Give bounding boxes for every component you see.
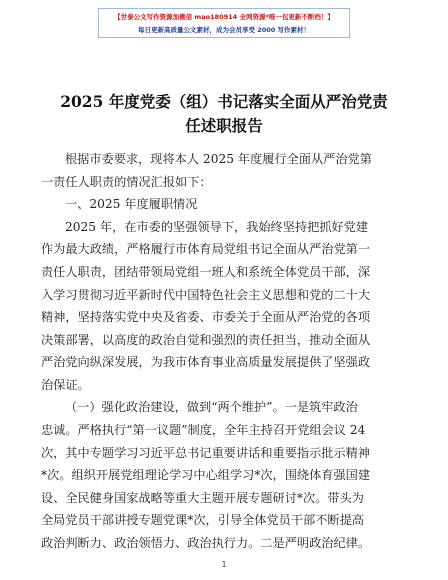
body-line: 根据市委要求，现将本人 2025 年度履行全面从严治党第 [65, 152, 372, 166]
body-line: 设、全民健身国家战略等重大主题开展专题研讨*次。带头为 [41, 490, 364, 505]
body-line: 2025 年，在市委的坚强领导下，我始终坚持把抓好党建 [65, 219, 369, 234]
body-line: 严治党向纵深发展，为我市体育事业高质量发展提供了坚强政 [41, 355, 371, 370]
body-line: 入学习贯彻习近平新时代中国特色社会主义思想和党的二十大 [41, 287, 371, 302]
body-line: *次。组织开展党组理论学习中心组学习*次，围绕体育强国建 [41, 468, 371, 483]
body-line: 忠诚。严格执行“第一议题”制度，全年主持召开党组会议 24 [41, 423, 366, 438]
body-line: 政治判断力、政治领悟力、政治执行力。二是严明政治纪律。 [41, 536, 371, 550]
document-title-line-1: 2025 年度党委（组）书记落实全面从严治党责 [60, 92, 388, 111]
banner-line-2: 每日更新高质量公文素材，成为会员享受 2000 写作素材！ [137, 26, 311, 34]
subsection-heading: （一）强化政治建设，做到“两个维护”。一是筑牢政治 [65, 400, 358, 415]
section-heading: 一、2025 年度履职情况 [65, 197, 198, 212]
body-line: 全局党员干部讲授专题党课*次，引导全体党员干部不断提高 [41, 513, 364, 528]
page-number: 1 [221, 560, 227, 569]
body-line: 决策部署，以高度的政治自觉和强烈的责任担当，推动全面从 [41, 332, 371, 347]
body-line: 责任人职责，团结带领局党组一班人和系统全体党员干部，深 [41, 264, 371, 279]
body-line: 一责任人职责的情况汇报如下： [41, 174, 212, 189]
body-line: 次，其中专题学习习近平总书记重要讲话和重要指示批示精神 [41, 445, 371, 460]
body-line: 精神，坚持落实党中央及省委、市委关于全面从严治党的各项 [41, 310, 371, 325]
document-title-line-2: 任述职报告 [185, 116, 263, 135]
body-line: 作为最大政绩，严格履行市体育局党组书记全面从严治党第一 [41, 242, 371, 257]
banner-line-1: 【世泰公文写作资源加微信 mao180914 全网资源*唯一包更新不断档！】 [114, 13, 334, 21]
body-line: 治保证。 [41, 377, 90, 392]
header-banner [98, 8, 350, 38]
